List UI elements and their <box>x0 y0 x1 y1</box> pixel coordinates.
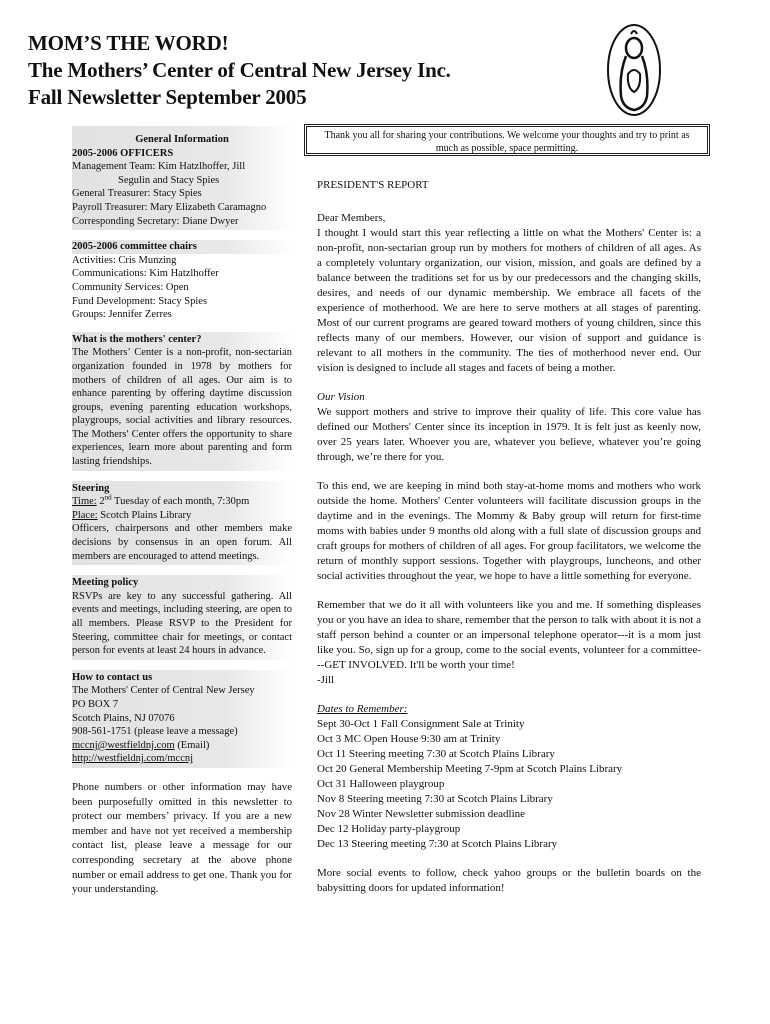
email-link[interactable]: mccnj@westfieldnj.com <box>72 739 175 751</box>
contact-line: Scotch Plains, NJ 07076 <box>72 712 175 724</box>
closing-note: More social events to follow, check yahoo groups or the bulletin boards on the babysitting doors for updated information! <box>317 867 701 894</box>
salutation: Dear Members, <box>317 212 386 224</box>
chair-line: Groups: Jennifer Zerres <box>72 309 172 321</box>
committee-chairs-heading: 2005-2006 committee chairs <box>72 240 292 254</box>
contact-line: The Mothers' Center of Central New Jersey <box>72 685 255 697</box>
chair-line: Activities: Cris Munzing <box>72 254 177 266</box>
report-paragraph: Remember that we do it all with volunteers like you and me. If something displeases you or you have an idea to share, remember that the person to talk with about it is not a staff person behind a counter or an impersonal telephone operator---it is a mom just like you. So, sign up for a group, come to the social events, volunteer for a committee---GET INVOLVED. It'll be worth your time! <box>317 599 701 671</box>
committee-chairs-section <box>72 240 292 322</box>
date-item: Nov 8 Steering meeting 7:30 at Scotch Plains Library <box>317 793 553 805</box>
thank-you-box: Thank you all for sharing your contributions. We welcome your thoughts and try to print as much as possible, space permitting. <box>304 124 710 156</box>
mother-figure-logo-icon <box>605 22 663 118</box>
contact-email-line: mccnj@westfieldnj.com (Email) <box>72 739 210 751</box>
steering-section <box>72 481 292 566</box>
contact-line: 908-561-1751 (please leave a message) <box>72 726 238 738</box>
meeting-policy-heading: Meeting policy <box>72 577 139 589</box>
date-item: Dec 13 Steering meeting 7:30 at Scotch Plains Library <box>317 838 558 850</box>
vision-paragraph: We support mothers and strive to improve their quality of life. This core value has defined our Mothers' Center since its inception in 1979. It is felt just as keenly now, over 25 years later. Whoever you are, whatever you believe, whatever you’re going through, we’re there for you. <box>317 406 701 463</box>
chair-line: Community Services: Open <box>72 281 189 293</box>
chair-line: Fund Development: Stacy Spies <box>72 295 208 307</box>
website-link[interactable]: http://westfieldnj.com/mccnj <box>72 753 194 765</box>
date-item: Oct 20 General Membership Meeting 7-9pm at Scotch Plains Library <box>317 763 623 775</box>
date-item: Nov 28 Winter Newsletter submission deadline <box>317 808 526 820</box>
contact-line: PO BOX 7 <box>72 698 119 710</box>
date-item: Sept 30-Oct 1 Fall Consignment Sale at Trinity <box>317 718 525 730</box>
officers-line: Segulin and Stacy Spies <box>118 174 220 186</box>
general-info-title: General Information <box>135 134 229 145</box>
report-title: PRESIDENT'S REPORT <box>317 179 429 191</box>
steering-text: Officers, chairpersons and other members make decisions by consensus in an open forum. All members are encouraged to attend meetings. <box>72 523 292 562</box>
presidents-report <box>317 178 701 896</box>
issue-date: Fall Newsletter September 2005 <box>28 85 307 109</box>
newsletter-title: MOM’S THE WORD! <box>28 31 229 55</box>
date-item: Dec 12 Holiday party-playgroup <box>317 823 461 835</box>
signature: -Jill <box>317 674 335 686</box>
date-item: Oct 31 Halloween playgroup <box>317 778 445 790</box>
privacy-note: Phone numbers or other information may have been purposefully omitted in this newsletter to protect our members’ privacy. If you are a new member and have not yet received a membership contact list, please leave a message for our corresponding secretary at the above phone number or email address to get one. Thank you for your understanding. <box>72 780 292 896</box>
report-paragraph: To this end, we are keeping in mind both stay-at-home moms and mothers who work outside the home. Mothers' Center volunteers will facilitate discussion groups in the daytime and in the evenings. The Mommy & Baby group will return for first-time moms with babies under 9 months old along with a full slate of discussion groups and craft groups for mothers of children of all ages. For group facilitators, we welcome the return of monthly support sessions. Together with playgroups, luncheons, and other social activities throughout the year, we hope to have a little something for everyone. <box>317 480 701 582</box>
steering-time: Time: 2nd Tuesday of each month, 7:30pm <box>72 493 250 508</box>
officers-line: Payroll Treasurer: Mary Elizabeth Caramagno <box>72 201 267 213</box>
general-info-section <box>72 126 292 230</box>
organization-name: The Mothers’ Center of Central New Jersey Inc. <box>28 58 451 82</box>
meeting-policy-text: RSVPs are key to any successful gathering. All events and meetings, including steering, are open to all members. Please RSVP to the President for Steering, committee chair for meetings, or contact person for events at least 24 hours in advance. <box>72 590 292 657</box>
what-is-section <box>72 332 292 471</box>
newsletter-header <box>28 30 451 111</box>
report-paragraph: I thought I would start this year reflecting a little on what the Mothers' Center is: a non-profit, non-sectarian group run by mothers for mothers of children of all ages. As a completely voluntary organization, our vision, mission, and goals are defined by a balance between the traditions set for us by our predecessors and the changing skills, desires, and needs of our dynamic membership. We embrace all facets of the experience of motherhood. We are here to serve mothers at all stages of parenting. Most of our current programs are geared toward mothers of young children, since this reflects many of our members. However, our vision of support and guidance is relevant to all mothers in the community. The ties of motherhood never end. Our vision is designed to include all stages and facets of being a mother. <box>317 227 701 374</box>
officers-line: General Treasurer: Stacy Spies <box>72 188 202 200</box>
contact-section <box>72 670 292 768</box>
officers-line: Management Team: Kim Hatzlhoffer, Jill <box>72 161 246 173</box>
chair-line: Communications: Kim Hatzlhoffer <box>72 268 219 280</box>
steering-heading: Steering <box>72 482 110 494</box>
what-is-text: The Mothers’ Center is a non-profit, non-sectarian organization founded in 1978 by mothers for mothers of children of all ages. Our aim is to enhance parenting by offering daytime discussion groups, evening parenting education workshops, playgroups, social activities and library resources. The Mothers' Center offers the opportunity to share experiences, learn more about parenting and form lasting friendships. <box>72 347 292 468</box>
officers-line: Corresponding Secretary: Diane Dwyer <box>72 215 239 227</box>
date-item: Oct 3 MC Open House 9:30 am at Trinity <box>317 733 501 745</box>
date-item: Oct 11 Steering meeting 7:30 at Scotch Plains Library <box>317 748 555 760</box>
officers-heading: 2005-2006 OFFICERS <box>72 147 174 159</box>
sidebar <box>72 126 292 897</box>
vision-heading: Our Vision <box>317 391 365 403</box>
dates-heading: Dates to Remember: <box>317 703 408 715</box>
what-is-heading: What is the mothers' center? <box>72 333 202 345</box>
steering-place: Place: Scotch Plains Library <box>72 509 192 521</box>
contact-heading: How to contact us <box>72 671 153 683</box>
meeting-policy-section <box>72 575 292 660</box>
